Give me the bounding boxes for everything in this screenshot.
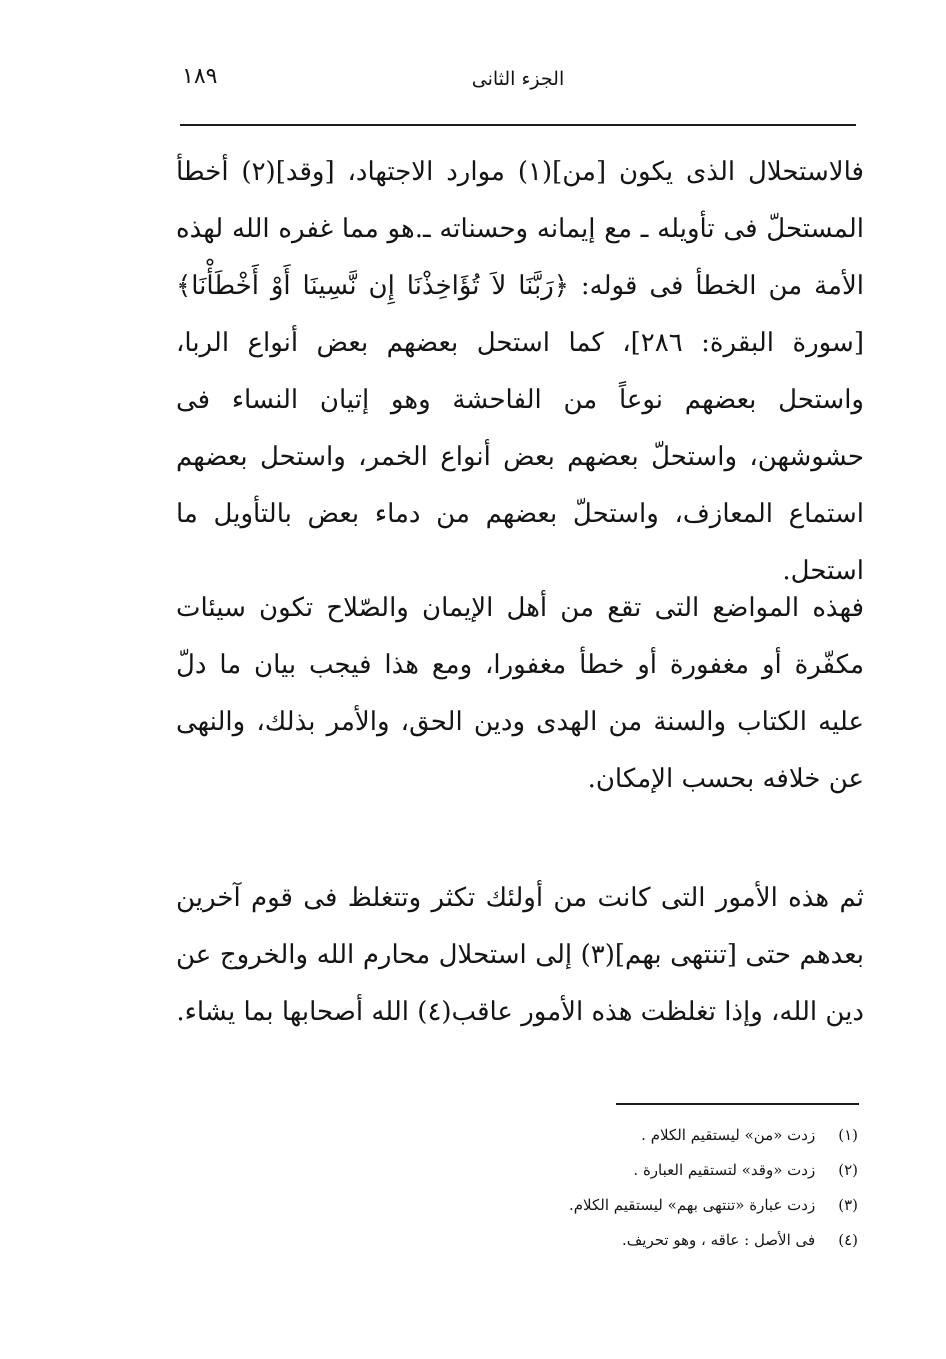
footnote-item bbox=[338, 1188, 858, 1223]
footnote-number: (١) bbox=[838, 1126, 858, 1144]
running-header bbox=[178, 62, 858, 102]
footnote-text: فى الأصل : عاقه ، وهو تحريف. bbox=[621, 1231, 816, 1249]
footnote-text: زدت «من» ليستقيم الكلام . bbox=[641, 1126, 816, 1144]
page-number: ١٨٩ bbox=[182, 64, 218, 89]
paragraph-3: ثم هذه الأمور التى كانت من أولئك تكثر وتتغلظ فى قوم آخرين بعدهم حتى [تنتهى بهم](٣) إلى استحلال محارم الله والخروج عن دين الله، وإذا تغلظت هذه الأمور عاقب(٤) الله أصحابها بما يشاء. bbox=[176, 883, 864, 1027]
header-title: الجزء الثانى bbox=[471, 68, 565, 90]
footnote-item bbox=[338, 1153, 858, 1188]
footnote-number: (٢) bbox=[838, 1161, 858, 1179]
footnote-item bbox=[338, 1223, 858, 1258]
footnote-number: (٣) bbox=[838, 1196, 858, 1214]
paragraph-1: فالاستحلال الذى يكون [من](١) موارد الاجتهاد، [وقد](٢) أخطأ المستحلّ فى تأويله ـ مع إيمانه وحسناته ـ.هو مما غفره الله لهذه الأمة من الخطأ فى قوله: ﴿رَبَّنَا لاَ تُؤَاخِذْنَا إِن نَّسِينَا أَوْ أَخْطَأْنَا﴾ [سورة البقرة: ٢٨٦]، كما استحل بعضهم بعض أنواع الربا، واستحل بعضهم نوعاً من الفاحشة وهو إتيان النساء فى حشوشهن، واستحلّ بعضهم بعض أنواع الخمر، واستحل بعضهم استماع المعازف، واستحلّ بعضهم من دماء بعض بالتأويل ما استحل. bbox=[176, 157, 864, 586]
paragraph-2: فهذه المواضع التى تقع من أهل الإيمان والصّلاح تكون سيئات مكفّرة أو مغفورة أو خطأ مغفورا، ومع هذا فيجب بيان ما دلّ عليه الكتاب والسنة من الهدى ودين الحق، والأمر بذلك، والنهى عن خلافه بحسب الإمكان. bbox=[176, 593, 864, 794]
footnote-text: زدت «وقد» لتستقيم العبارة . bbox=[633, 1161, 816, 1179]
footnote-item bbox=[338, 1118, 858, 1153]
footnote-text: زدت عبارة «تنتهى بهم» ليستقيم الكلام. bbox=[568, 1196, 816, 1214]
footnotes-list bbox=[338, 1118, 858, 1258]
footnote-number: (٤) bbox=[838, 1231, 858, 1249]
footnote-divider bbox=[616, 1103, 859, 1105]
header-divider bbox=[180, 124, 856, 126]
